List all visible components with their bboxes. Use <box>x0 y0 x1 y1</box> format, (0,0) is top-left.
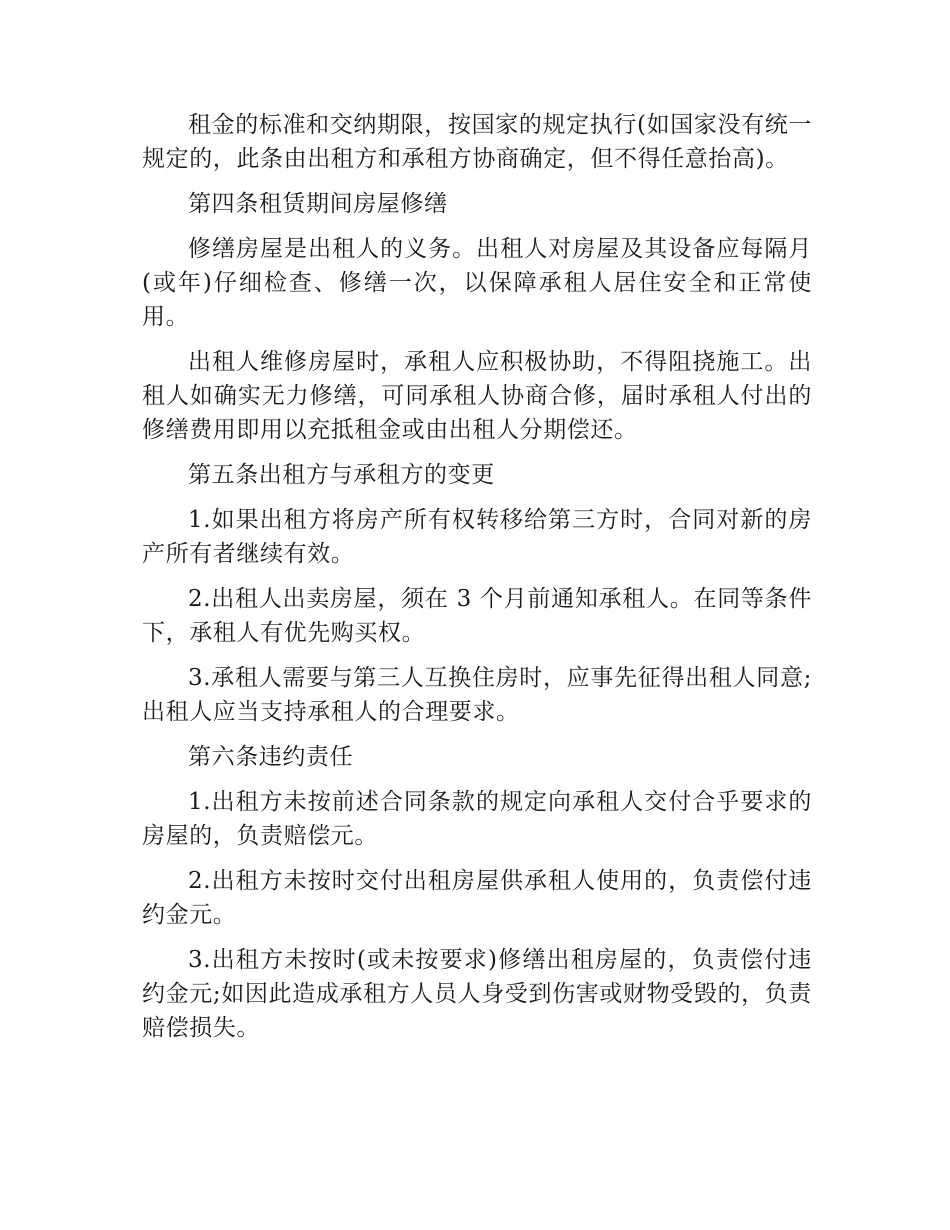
paragraph-repair-obligation: 修缮房屋是出租人的义务。出租人对房屋及其设备应每隔月(或年)仔细检查、修缮一次，以保障承租人居住安全和正常使用。 <box>142 236 812 330</box>
paragraph-liability-1: 1.出租方未按前述合同条款的规定向承租人交付合乎要求的房屋的，负责赔偿元。 <box>142 789 812 849</box>
paragraph-change-2: 2.出租人出卖房屋，须在 3 个月前通知承租人。在同等条件下，承租人有优先购买权。 <box>142 586 812 646</box>
paragraph-rent-standard: 租金的标准和交纳期限，按国家的规定执行(如国家没有统一规定的，此条由出租方和承租方协商确定，但不得任意抬高)。 <box>142 112 812 172</box>
section-heading-article-5: 第五条出租方与承租方的变更 <box>188 462 495 488</box>
paragraph-liability-2: 2.出租方未按时交付出租房屋供承租人使用的，负责偿付违约金元。 <box>142 868 812 928</box>
section-heading-article-4: 第四条租赁期间房屋修缮 <box>188 191 448 217</box>
paragraph-change-3: 3.承租人需要与第三人互换住房时，应事先征得出租人同意;出租人应当支持承租人的合理要求。 <box>142 665 812 725</box>
paragraph-repair-assistance: 出租人维修房屋时，承租人应积极协助，不得阻挠施工。出租人如确实无力修缮，可同承租人协商合修，届时承租人付出的修缮费用即用以充抵租金或由出租人分期偿还。 <box>142 349 812 443</box>
paragraph-change-1: 1.如果出租方将房产所有权转移给第三方时，合同对新的房产所有者继续有效。 <box>142 507 812 567</box>
section-heading-article-6: 第六条违约责任 <box>188 744 354 770</box>
document-page <box>142 108 812 1056</box>
paragraph-liability-3: 3.出租方未按时(或未按要求)修缮出租房屋的，负责偿付违约金元;如因此造成承租方人员人身受到伤害或财物受毁的，负责赔偿损失。 <box>142 947 812 1041</box>
